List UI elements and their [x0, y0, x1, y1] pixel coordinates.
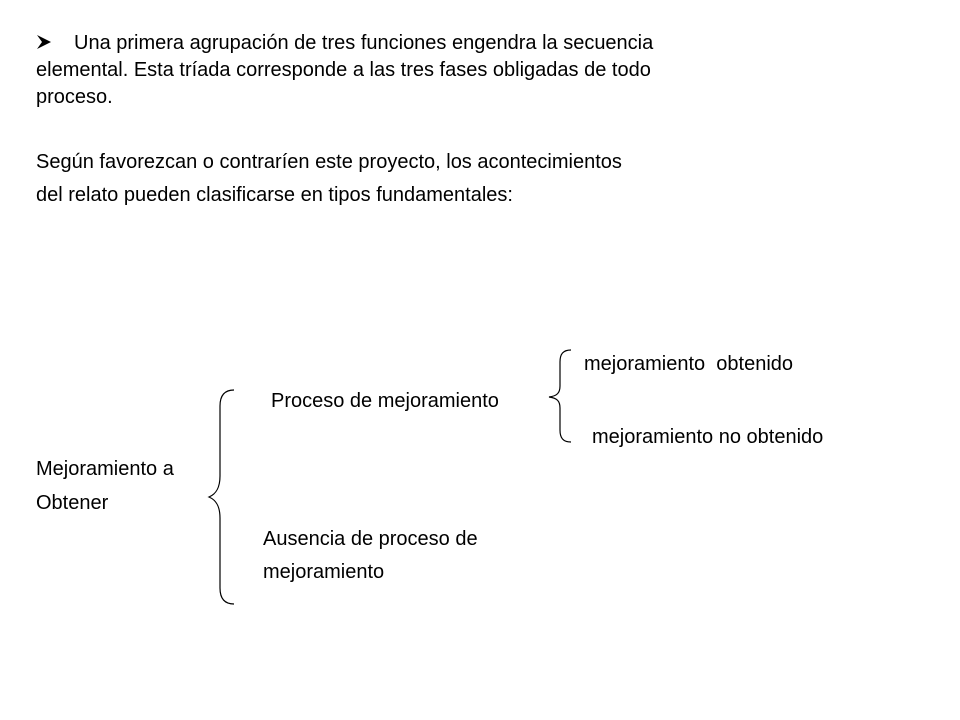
outcome-obtained	[584, 351, 793, 378]
branch-absence-line-2: mejoramiento	[263, 561, 385, 583]
main-brace	[206, 388, 238, 606]
bullet-paragraph	[36, 30, 796, 111]
intro-paragraph	[36, 146, 622, 212]
paragraph-line-1: Según favorezcan o contraríen este proyecto, los acontecimientos	[36, 151, 622, 173]
paragraph-line-2: del relato pueden clasificarse en tipos fundamentales:	[36, 184, 513, 206]
arrowhead-bullet-icon	[36, 34, 52, 50]
root-label-line-1: Mejoramiento a	[36, 458, 174, 480]
bullet-text-line-3: proceso.	[36, 86, 113, 108]
outcome-not-obtained: mejoramiento no obtenido	[592, 426, 824, 448]
bullet-text-line-1: Una primera agrupación de tres funciones engendra la secuencia	[74, 32, 654, 54]
branch-absence-line-1: Ausencia de proceso de	[263, 528, 478, 550]
outcome-obtained-text: mejoramiento obtenido	[584, 353, 794, 375]
root-label-line-2: Obtener	[36, 492, 109, 514]
bullet-line-1	[36, 30, 796, 57]
sub-brace	[545, 348, 575, 444]
branch-process-label: Proceso de mejoramiento	[271, 390, 499, 412]
bullet-text-line-2: elemental. Esta tríada corresponde a las tres fases obligadas de todo	[36, 59, 651, 81]
